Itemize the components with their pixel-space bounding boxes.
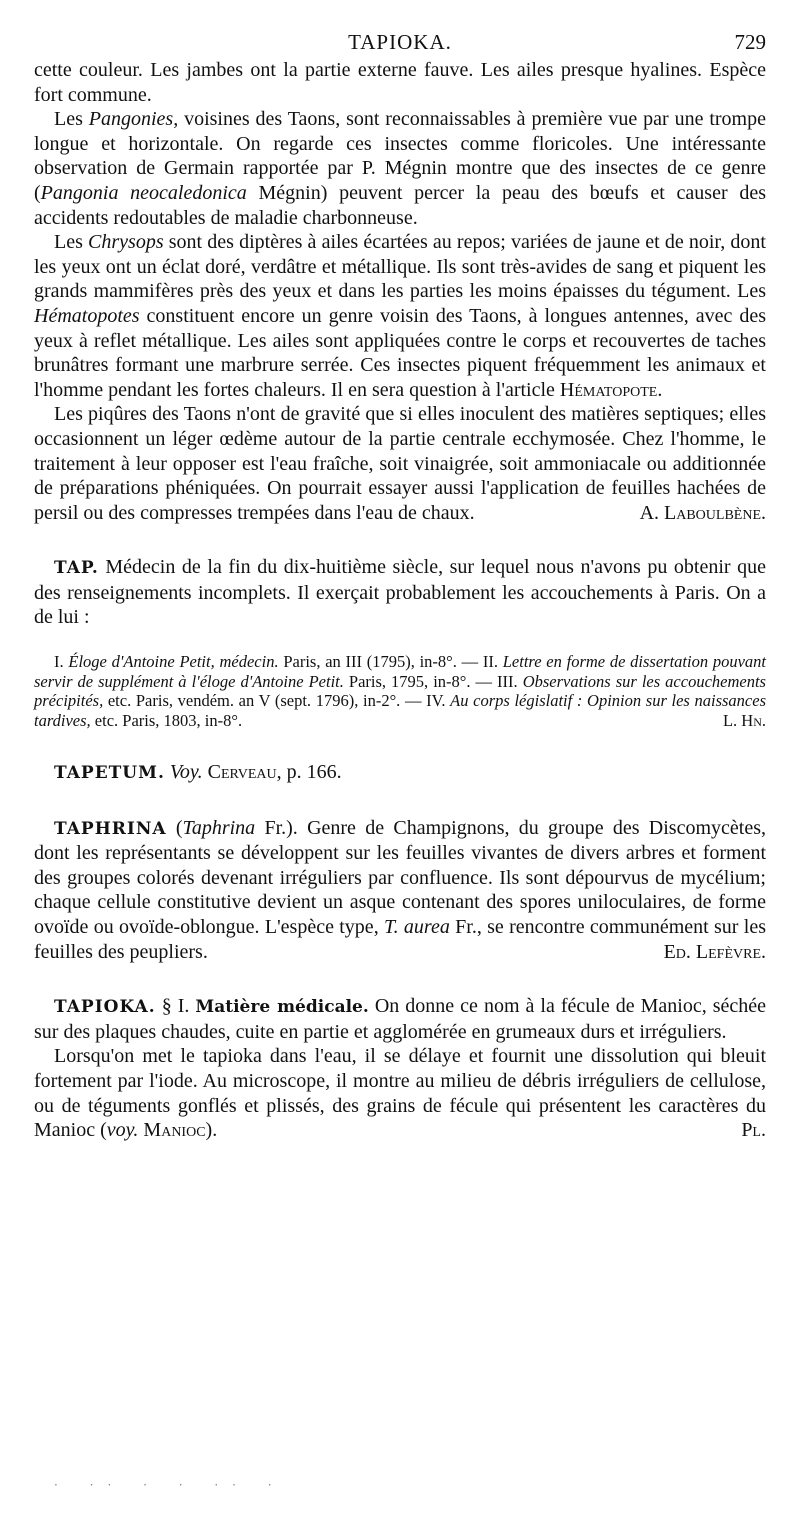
text-run: ( xyxy=(166,816,183,839)
footer-specks: · ·· · · ·· · xyxy=(54,1478,286,1492)
italic-term: Pangonia neocaledonica xyxy=(40,181,247,204)
voy-label: Voy. xyxy=(169,761,203,784)
entry-headword: TAPETUM. xyxy=(54,763,165,784)
text-run: On donne ce nom à la fécule de Manioc, séchée sur des plaques chaudes, cuite en partie et agglomérée en grumeaux durs et irréguliers. xyxy=(34,995,767,1043)
author-signature: A. Laboulbène. xyxy=(639,501,766,524)
page-number: 729 xyxy=(734,30,766,54)
page-body xyxy=(34,58,766,1143)
bibliography-tap xyxy=(34,652,766,730)
text-run: voisines des Taons, sont reconnaissables à première vue par une trompe longue et horizontale. On regarde ces insectes comme floricoles. Une intéressante observation de Germain rapportée par P. Mégnin montre que des insectes de ce genre ( xyxy=(34,108,766,204)
text-run: Paris, an III (1795), in-8°. — II. xyxy=(278,652,503,672)
text-run: constituent encore un genre voisin des Taons, à longues antennes, avec des yeux à reflet métallique. Les ailes sont appliquées contre le corps et recouvertes de taches brunâtres formant une marbrure serrée. Ces insectes piquent fréquemment les animaux et l'homme pendant les fortes chaleurs. Il en sera question à l'article xyxy=(34,304,766,401)
cross-reference: Hématopote xyxy=(559,378,658,401)
text-run: etc. Paris, 1803, in-8°. xyxy=(90,710,243,730)
entry-tapioka xyxy=(34,994,766,1044)
entry-tap xyxy=(34,555,766,630)
italic-term: Chrysops xyxy=(88,231,164,254)
text-run: Les xyxy=(54,108,89,131)
paragraph-continuation: cette couleur. Les jambes ont la partie externe fauve. Les ailes presque hyalines. Espèce fort commune. xyxy=(34,59,766,106)
text-run: . xyxy=(657,378,663,401)
entry-headword: TAPHRINA xyxy=(54,818,167,839)
text-run: etc. Paris, vendém. an V (sept. 1796), in-2°. — IV. xyxy=(103,691,451,711)
cross-reference: Cerveau xyxy=(207,761,277,784)
work-title: Au corps législatif : Opinion sur les naissances tardives, xyxy=(34,691,766,730)
text-run: I. xyxy=(54,652,69,672)
italic-term: Pangonies, xyxy=(88,108,179,131)
entry-headword: TAPIOKA. xyxy=(54,997,156,1018)
text-run: Les xyxy=(54,231,89,254)
document-page xyxy=(34,0,766,1520)
text-run: Lorsqu'on met le tapioka dans l'eau, il se délaye et fournit une dissolution qui bleuit fortement par l'iode. Au microscope, il montre au milieu de débris irréguliers de cellulose, ou de téguments gonflés et plissés, des grains de fécule qui présentent les caractères du Manioc ( xyxy=(34,1045,766,1142)
text-run: Les piqûres des Taons n'ont de gravité que si elles inoculent des matières septiques; elles occasionnent un léger œdème autour de la partie centrale ecchymosée. Chez l'homme, le traitement à leur opposer est l'eau fraîche, soit vinaigrée, soit ammoniacale ou additionnée de préparations phéniquées. On pourrait essayer aussi l'application de feuilles hachées de persil ou des compresses trempées dans l'eau de chaux. xyxy=(34,403,766,524)
work-title: Éloge d'Antoine Petit, médecin. xyxy=(68,652,279,672)
work-title: Lettre en forme de dissertation pouvant servir de supplément à l'éloge d'Antoine Petit. xyxy=(34,652,766,691)
entry-tapetum xyxy=(34,760,766,786)
author-signature: L. Hn. xyxy=(722,710,766,730)
paragraph-tapioka-iode xyxy=(34,1044,766,1142)
italic-term: T. aurea xyxy=(383,916,450,939)
section-mark: § I. xyxy=(161,995,190,1018)
italic-term: Hématopotes xyxy=(34,304,140,327)
author-signature: Pl. xyxy=(741,1119,766,1142)
work-title: Observations sur les accouchements précipités, xyxy=(34,671,766,711)
text-run: ). xyxy=(205,1119,218,1142)
text-run: Fr., se rencontre communément sur les feuilles des peupliers. xyxy=(34,916,766,963)
voy-label: voy. xyxy=(106,1119,139,1142)
paragraph-piqures xyxy=(34,402,766,525)
text-run: , p. 166. xyxy=(276,761,342,784)
running-head xyxy=(34,30,766,56)
running-head-title: TAPIOKA. xyxy=(348,30,452,54)
italic-term: Taphrina xyxy=(182,816,256,839)
author-signature: Ed. Lefèvre. xyxy=(663,940,766,963)
text-run: Paris, 1795, in-8°. — III. xyxy=(343,671,523,691)
text-run: sont des diptères à ailes écartées au repos; variées de jaune et de noir, dont les yeux ont un éclat doré, verdâtre et métallique. Ils sont très-avides de sang et piquent les grands mammifères près des yeux et dans les parties les moins épaisses du tégument. Les xyxy=(34,231,766,303)
entry-taphrina xyxy=(34,816,766,965)
text-run: Mégnin) peuvent percer la peau des bœufs et causer des accidents redoutables de maladie charbonneuse. xyxy=(34,181,766,229)
cross-reference: Manioc xyxy=(138,1119,206,1142)
paragraph-chrysops xyxy=(34,230,766,402)
paragraph-pangonies xyxy=(34,107,766,230)
text-run: Médecin de la fin du dix-huitième siècle, sur lequel nous n'avons pu obtenir que des renseignements incomplets. Il exerçait probablement les accouchements à Paris. On a de lui : xyxy=(34,556,766,629)
text-run: Fr.). Genre de Champignons, du groupe des Discomycètes, dont les représentants se développent sur les feuilles vivantes de divers arbres et forment des groupes colorés devenant irréguliers par confluence. Ils sont dépourvus de mycélium; chaque cellule constitutive devient un asque contenant des spores uniloculaires, de forme ovoïde ou ovoïde-oblongue. L'espèce type, xyxy=(34,816,766,939)
section-subheading: Matière médicale. xyxy=(195,997,369,1018)
entry-headword: TAP. xyxy=(54,558,99,579)
